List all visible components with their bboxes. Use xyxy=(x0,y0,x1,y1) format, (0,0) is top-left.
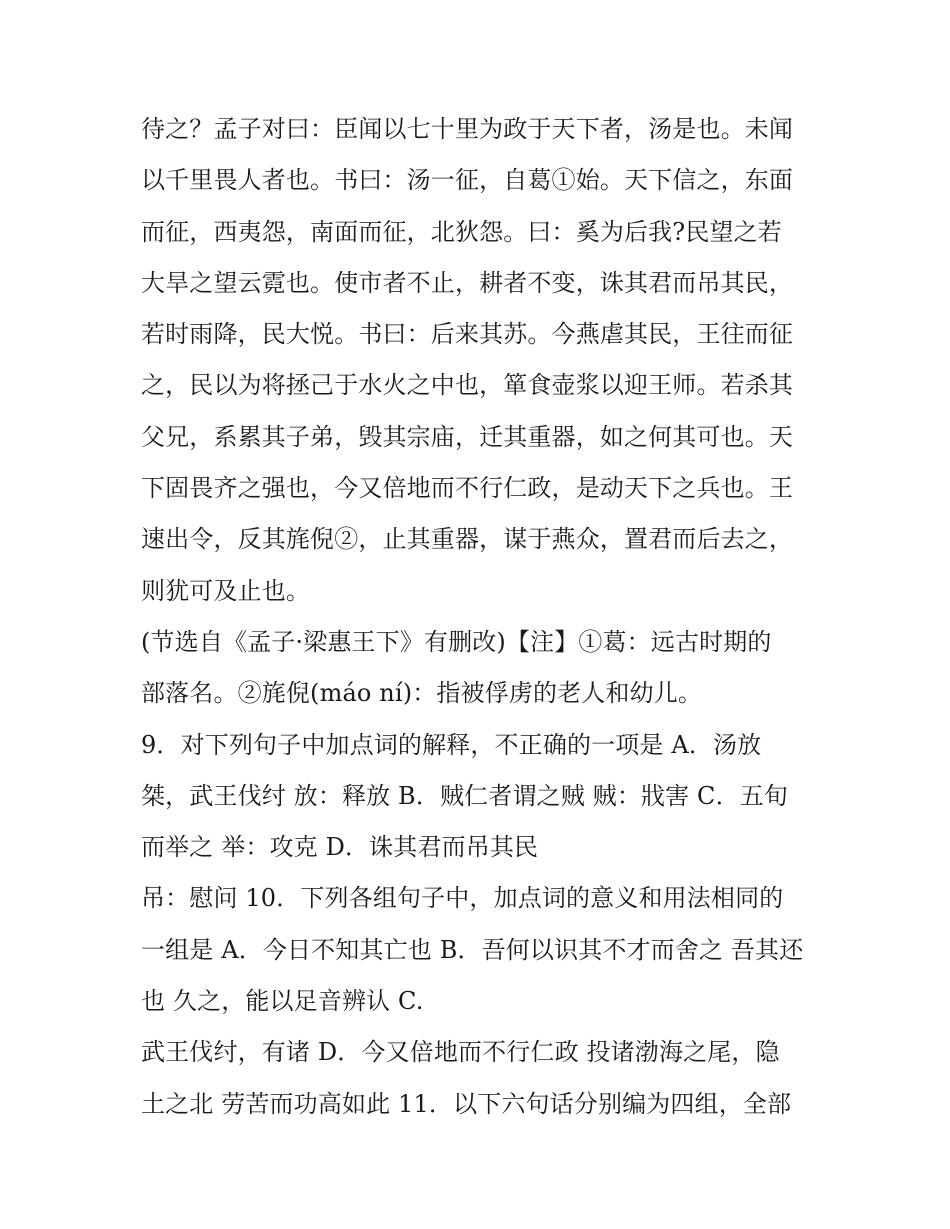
question-line: 9．对下列句子中加点词的解释，不正确的一项是 A．汤放 xyxy=(141,730,762,759)
text-line: 速出令，反其旄倪②，止其重器，谋于燕众，置君而后去之， xyxy=(141,525,794,554)
text-line: 则犹可及止也。 xyxy=(141,576,311,605)
question-line: 武王伐纣，有诸 D．今又倍地而不行仁政 投诸渤海之尾，隐 xyxy=(141,1038,780,1067)
text-line: 而征，西夷怨，南面而征，北狄怨。曰：奚为后我?民望之若 xyxy=(141,217,782,246)
source-note-line: 部落名。②旄倪(máo ní)：指被俘虏的老人和幼儿。 xyxy=(141,679,703,708)
question-line: 土之北 劳苦而功高如此 11．以下六句话分别编为四组，全部 xyxy=(141,1089,792,1118)
text-line: 下固畏齐之强也，今又倍地而不行仁政，是动天下之兵也。王 xyxy=(141,474,794,503)
question-line: 吊：慰问 10．下列各组句子中，加点词的意义和用法相同的 xyxy=(141,884,784,913)
text-line: 父兄，系累其子弟，毁其宗庙，迁其重器，如之何其可也。天 xyxy=(141,422,794,451)
question-line: 也 久之，能以足音辨认 C. xyxy=(141,987,424,1016)
question-line: 桀，武王伐纣 放：释放 B．贼仁者谓之贼 贼：戕害 C．五旬 xyxy=(141,781,789,810)
question-line: 一组是 A．今日不知其亡也 B．吾何以识其不才而舍之 吾其还 xyxy=(141,935,804,964)
text-line: 待之？孟子对曰：臣闻以七十里为政于天下者，汤是也。未闻 xyxy=(141,115,794,143)
source-note-line: (节选自《孟子·梁惠王下》有删改)【注】①葛：远古时期的 xyxy=(141,627,772,656)
text-line: 若时雨降，民大悦。书曰：后来其苏。今燕虐其民，王往而征 xyxy=(141,320,794,349)
text-line: 之，民以为将拯己于水火之中也，箪食壶浆以迎王师。若杀其 xyxy=(141,371,794,400)
text-line: 以千里畏人者也。书曰：汤一征，自葛①始。天下信之，东面 xyxy=(141,166,794,195)
document-page xyxy=(141,104,821,1130)
text-line: 大旱之望云霓也。使市者不止，耕者不变，诛其君而吊其民， xyxy=(141,268,794,297)
question-line: 而举之 举：攻克 D．诛其君而吊其民 xyxy=(141,833,539,862)
